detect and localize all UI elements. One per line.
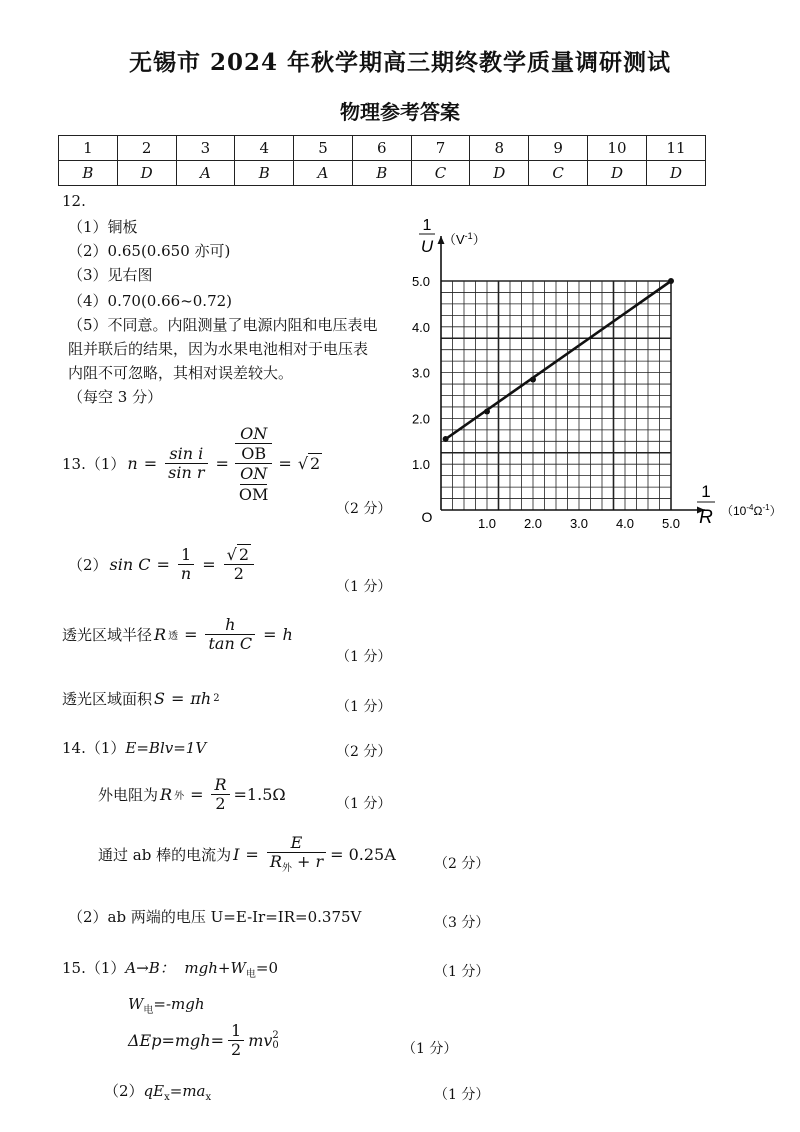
graph-1-over-u-vs-1-over-r (395, 212, 790, 537)
one-over-n (178, 546, 194, 584)
y-axis-label-denominator: U (420, 237, 434, 256)
y-tick-label: 4.0 (411, 319, 431, 335)
q14-label: 14.（1） (62, 739, 126, 757)
r-ext-subscript: 外 (174, 791, 185, 803)
denominator-two: 2 (233, 564, 244, 584)
q14-score-1: （2 分） (336, 744, 392, 760)
denom-r: R (269, 852, 282, 872)
q15-part2 (104, 1080, 211, 1103)
q13-n-symbol: n (127, 454, 138, 474)
q13-part1-equation (62, 424, 322, 504)
ext-text: 外电阻为 (98, 786, 159, 805)
v-subscript: 0 (272, 1040, 279, 1052)
origin-label: O (421, 509, 433, 525)
result-h: h (282, 625, 293, 645)
table-cell-number: 11 (646, 136, 705, 161)
table-cell-number: 1 (59, 136, 118, 161)
q13-label: 13.（1） (62, 455, 126, 474)
table-cell-answer: B (352, 161, 411, 186)
numerator-h: h (205, 616, 255, 635)
w-subscript: 电 (143, 1005, 154, 1016)
denominator-tanc: tan C (208, 634, 253, 654)
sin-r: sin r (168, 463, 205, 483)
q15-work-line (128, 995, 205, 1016)
table-cell-answer: D (646, 161, 705, 186)
w-symbol: W (128, 995, 144, 1013)
denom-r-subscript: 外 (281, 863, 292, 875)
ma-symbol: =ma (169, 1082, 206, 1100)
radius-text: 透光区域半径 (62, 626, 153, 645)
ext-result: =1.5Ω (233, 785, 286, 805)
x-tick-label: 5.0 (661, 516, 681, 531)
q14-external-resistance (98, 776, 286, 814)
data-point (668, 278, 674, 284)
x-tick-label: 4.0 (615, 516, 635, 531)
y-tick-label: 2.0 (411, 411, 431, 427)
y-axis-unit: $(V^{-1})$ (443, 231, 486, 247)
x-axis-label-numerator: 1 (701, 482, 711, 501)
qe-subscript: x (164, 1092, 170, 1103)
q13-part2-equation (68, 546, 256, 584)
fit-line (446, 281, 671, 439)
q15-energy-subscript: 电 (245, 969, 256, 980)
cur-text: 通过 ab 棒的电流为 (98, 846, 232, 865)
table-cell-answer: D (587, 161, 646, 186)
segment-ratio-fraction (235, 424, 273, 504)
equals-sign: = (184, 625, 198, 645)
numerator-r: R (211, 776, 229, 795)
equals-sign: = (170, 689, 185, 708)
om-denominator: OM (238, 484, 269, 504)
table-cell-answer: B (59, 161, 118, 186)
y-tick-label: 3.0 (411, 365, 431, 381)
q15-label: 15.（1） (62, 959, 126, 977)
q13-area-equation (62, 688, 220, 709)
grid (441, 281, 671, 510)
on-numerator: ON (235, 424, 273, 444)
q12-line-5c: 内阻不可忽略，其相对误差较大。 (68, 364, 294, 382)
equals-sign: = (190, 785, 204, 805)
page-title: 无锡市 2024 年秋学期高三期终教学质量调研测试 (128, 49, 672, 76)
table-cell-answer: C (411, 161, 470, 186)
h-over-tanc (205, 616, 255, 654)
q13-radius-equation (62, 616, 293, 654)
r-over-2 (211, 776, 229, 814)
table-cell-number: 8 (470, 136, 529, 161)
sqrt-two: √ 2 (297, 454, 321, 474)
radius-symbol: R (154, 625, 167, 645)
q15-energy-end: =0 (255, 959, 278, 977)
table-cell-number: 3 (176, 136, 235, 161)
table-cell-answer: C (529, 161, 588, 186)
denominator-two: 2 (215, 794, 226, 814)
y-axis-label-numerator: 1 (422, 217, 432, 234)
q12-label: 12. (62, 192, 86, 210)
q12-line-2: （2）0.65(0.650 亦可) (68, 242, 231, 260)
sin-i: sin i (165, 445, 207, 464)
r-ext-symbol: R (160, 785, 173, 805)
e-over-r-plus-r (267, 834, 326, 875)
fit-line-layer (446, 281, 671, 439)
table-cell-number: 4 (235, 136, 294, 161)
page-subtitle: 物理参考答案 (340, 100, 460, 124)
radicand: 2 (238, 545, 250, 564)
equals-sign: = (215, 454, 229, 474)
table-cell-answer: D (470, 161, 529, 186)
q14-part1 (62, 737, 206, 758)
q12-line-6: （每空 3 分） (68, 388, 163, 406)
one-half (228, 1022, 244, 1060)
table-cell-answer: D (117, 161, 176, 186)
q15-energy: mgh+W (184, 959, 246, 977)
sin-ratio-fraction (165, 445, 207, 483)
cur-result: = 0.25A (330, 845, 396, 865)
ep-expression: ΔEp=mgh= (128, 1031, 225, 1051)
equals-sign: = (263, 625, 277, 645)
w-end: =-mgh (153, 995, 205, 1013)
data-point (530, 376, 536, 382)
table-cell-answer: B (235, 161, 294, 186)
equals-sign: = (143, 454, 158, 474)
ob-denominator: OB (241, 444, 267, 464)
table-cell-number: 2 (117, 136, 176, 161)
qe-symbol: qE (143, 1082, 165, 1100)
on-numerator-2: ON (240, 464, 268, 484)
x-tick-label: 2.0 (523, 516, 543, 531)
v-superscript: 2 (272, 1030, 279, 1042)
q14-emf: E=Blv=1V (125, 739, 207, 757)
numerator-one: 1 (178, 546, 194, 565)
q15-part1 (62, 957, 278, 980)
q13-score-4: （1 分） (336, 699, 392, 715)
q12-line-1: （1）铜板 (68, 218, 138, 236)
q12-line-4: （4）0.70(0.66~0.72) (68, 292, 233, 310)
answer-table (58, 135, 706, 186)
x-axis-unit: $(10^{-4}\Omega^{-1})$ (721, 503, 782, 518)
table-cell-number: 6 (352, 136, 411, 161)
q14-part2: （2）ab 两端的电压 U=E-Ir=IR=0.375V (68, 908, 362, 926)
equals-sign: = (245, 845, 259, 865)
denominator-two: 2 (231, 1040, 242, 1060)
table-cell-answer: A (176, 161, 235, 186)
mv-symbol: mv (248, 1030, 273, 1050)
x-tick-label: 3.0 (569, 516, 589, 531)
denominator-n: n (180, 564, 192, 584)
y-tick-label: 1.0 (411, 457, 431, 473)
x-axis-label (697, 482, 782, 528)
q13-score-1: （2 分） (336, 501, 392, 517)
data-point (484, 409, 490, 415)
equals-sign: = (156, 555, 170, 575)
table-cell-number: 7 (411, 136, 470, 161)
pi-h: πh (190, 689, 212, 708)
q15-score-1: （1 分） (434, 964, 490, 980)
exponent-two: 2 (213, 693, 220, 704)
area-text: 透光区域面积 (62, 690, 153, 708)
radicand: 2 (310, 454, 321, 474)
ma-subscript: x (205, 1092, 212, 1103)
answer-table-number-row (59, 136, 706, 161)
x-tick-label: 1.0 (477, 516, 497, 531)
q13-part2-label: （2） (68, 556, 108, 575)
q15-a-to-b: A→B： (125, 959, 175, 977)
q12-line-5a: （5）不同意。内阻测量了电源内阻和电压表电 (68, 316, 378, 334)
numerator-e: E (267, 834, 326, 853)
table-cell-number: 10 (587, 136, 646, 161)
answer-table-answer-row (59, 161, 706, 186)
q15-score-2: （1 分） (402, 1041, 458, 1057)
sin-c: sin C (109, 555, 151, 575)
q15-potential-energy (128, 1022, 279, 1060)
q12-line-3: （3）见右图 (68, 266, 153, 284)
q13-score-3: （1 分） (336, 649, 392, 665)
equals-sign: = (202, 555, 216, 575)
y-axis-label (419, 217, 486, 256)
q15-part2-label: （2） (104, 1082, 144, 1100)
plus-r: + r (291, 852, 324, 872)
x-axis-label-denominator: R (699, 507, 713, 528)
area-symbol: S (154, 689, 165, 708)
q14-score-4: （3 分） (434, 915, 490, 931)
q14-score-3: （2 分） (434, 856, 490, 872)
q12-line-5b: 阻并联后的结果，因为水果电池相对于电压表 (68, 340, 369, 358)
table-cell-number: 9 (529, 136, 588, 161)
radius-subscript: 透 (168, 631, 179, 643)
equals-sign: = (278, 454, 292, 474)
i-symbol: I (233, 845, 240, 865)
table-cell-number: 5 (294, 136, 353, 161)
q15-score-3: （1 分） (434, 1087, 490, 1103)
table-cell-answer: A (294, 161, 353, 186)
axes (438, 236, 706, 514)
data-point (443, 436, 449, 442)
y-tick-label: 5.0 (411, 274, 431, 289)
sqrt2-over-2: $\frac{√ 2}{2}$ (224, 546, 254, 584)
q14-score-2: （1 分） (336, 796, 392, 812)
numerator-one: 1 (228, 1022, 244, 1041)
q13-score-2: （1 分） (336, 579, 392, 595)
q14-current (98, 834, 396, 875)
